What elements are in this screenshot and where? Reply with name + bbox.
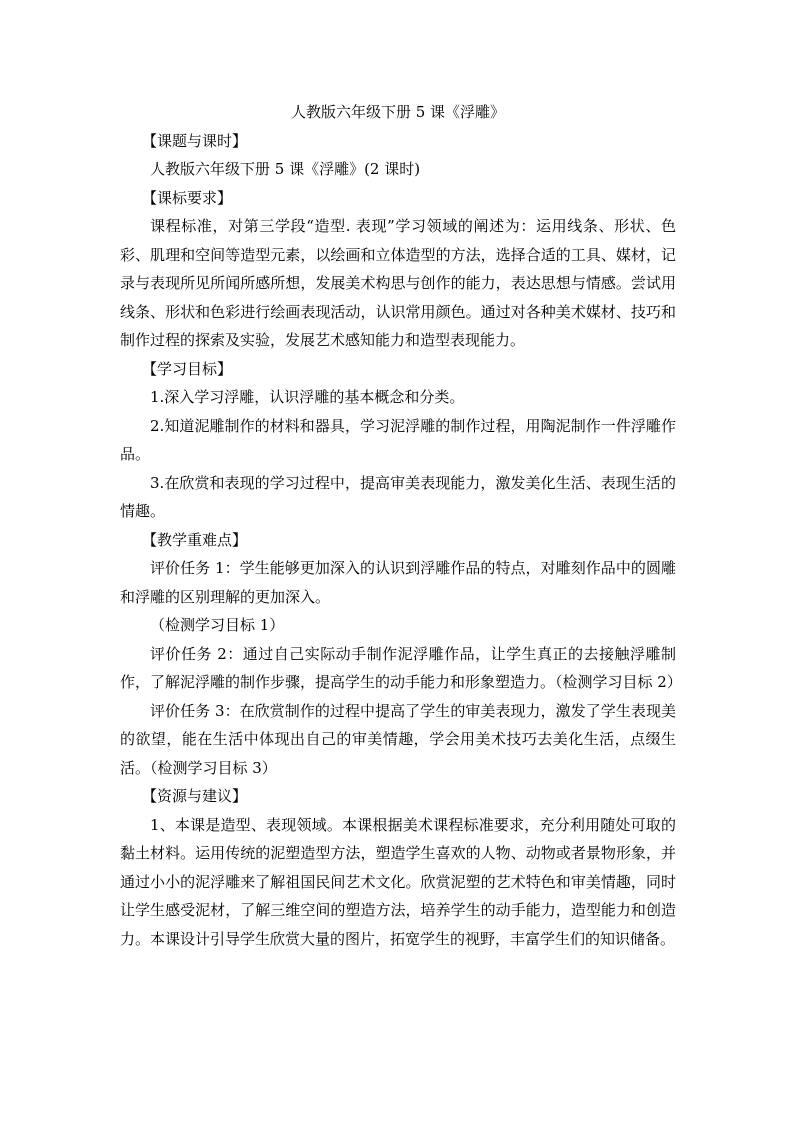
paragraph-objective-3: 3.在欣赏和表现的学习过程中，提高审美表现能力，激发美化生活、表现生活的情趣。 — [120, 473, 676, 520]
paragraph-task-2: 评价任务 2：通过自己实际动手制作泥浮雕作品，让学生真正的去接触浮雕制作，了解泥浮雕的制作步骤，提高学生的动手能力和形象塑造力。（检测学习目标 2） — [120, 644, 682, 691]
section-heading-key-points: 【教学重难点】 — [142, 530, 248, 549]
paragraph-topic: 人教版六年级下册 5 课《浮雕》(2 课时) — [150, 160, 421, 178]
paragraph-resources: 1、本课是造型、表现领域。本课根据美术课程标准要求，充分利用随处可取的黏土材料。运用传统的泥塑造型方法，塑造学生喜欢的人物、动物或者景物形象，并通过小小的泥浮雕来了解祖国民间艺术文化。欣赏泥塑的艺术特色和审美情趣，同时让学生感受泥材，了解三维空间的塑造方法，培养学生的动手能力，造型能力和创造力。本课设计引导学生欣赏大量的图片，拓宽学生的视野，丰富学生们的知识储备。 — [120, 815, 676, 948]
section-heading-resources: 【资源与建议】 — [142, 787, 248, 805]
paragraph-task-1: 评价任务 1：学生能够更加深入的认识到浮雕作品的特点，对雕刻作品中的圆雕和浮雕的区别理解的更加深入。 — [120, 559, 676, 606]
section-heading-topic: 【课题与课时】 — [142, 131, 248, 150]
document-body — [120, 98, 682, 953]
paragraph-task-1-check: （检测学习目标 1） — [150, 616, 285, 634]
paragraph-task-3: 评价任务 3：在欣赏制作的过程中提高了学生的审美表现力，激发了学生表现美的欲望，能在生活中体现出自己的审美情趣，学会用美术技巧去美化生活，点缀生活。（检测学习目标 3） — [120, 701, 676, 777]
paragraph-objective-2: 2.知道泥雕制作的材料和器具，学习泥浮雕的制作过程，用陶泥制作一件浮雕作品。 — [120, 416, 676, 463]
paragraph-standards: 课程标准，对第三学段“造型. 表现”学习领域的阐述为：运用线条、形状、色彩、肌理和空间等造型元素，以绘画和立体造型的方法，选择合适的工具、媒材，记录与表现所见所闻所感所想，发展美术构思与创作的能力，表达思想与情感。尝试用线条、形状和色彩进行绘画表现活动，认识常用颜色。通过对各种美术媒材、技巧和制作过程的探索及实验，发展艺术感知能力和造型表现能力。 — [120, 217, 676, 349]
document-title: 人教版六年级下册 5 课《浮雕》 — [290, 103, 506, 121]
section-heading-standards: 【课标要求】 — [142, 188, 233, 207]
paragraph-objective-1: 1.深入学习浮雕，认识浮雕的基本概念和分类。 — [150, 388, 465, 406]
section-heading-objectives: 【学习目标】 — [142, 359, 233, 378]
